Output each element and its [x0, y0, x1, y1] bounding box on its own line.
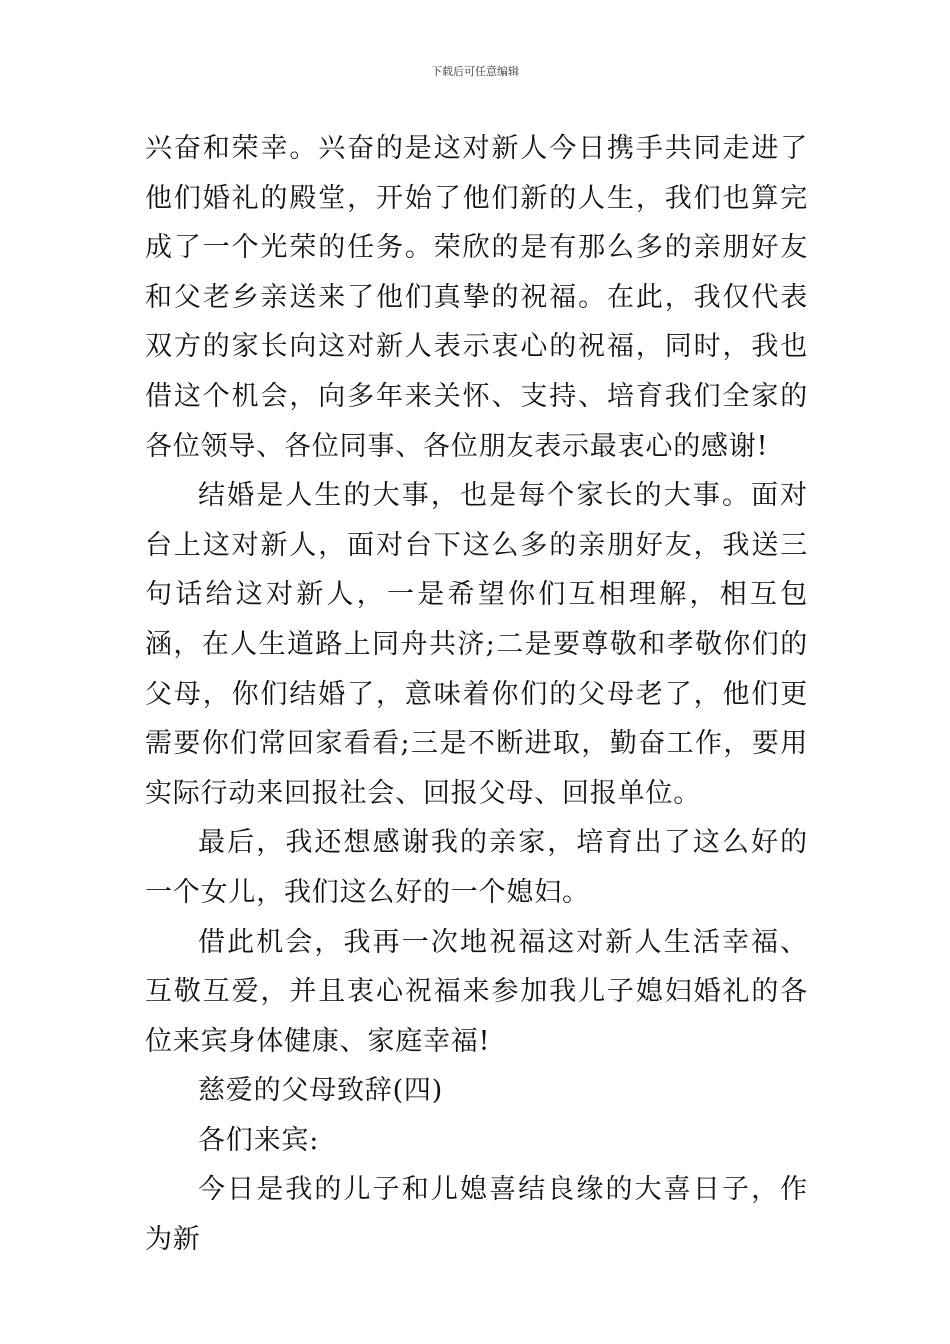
paragraph-3: 最后，我还想感谢我的亲家，培育出了这么好的一个女儿，我们这么好的一个媳妇。: [145, 827, 808, 908]
document-body: [145, 124, 808, 1265]
paragraph-2: 结婚是人生的大事，也是每个家长的大事。面对台上这对新人，面对台下这么多的亲朋好友，我送三句话给这对新人，一是希望你们互相理解，相互包涵，在人生道路上同舟共济;二是要尊敬和孝敬你们的父母，你们结婚了，意味着你们的父母老了，他们更需要你们常回家看看;三是不断进取，勤奋工作，要用实际行动来回报社会、回报父母、回报单位。: [145, 480, 808, 809]
section-heading: 慈爱的父母致辞(四): [198, 1075, 444, 1107]
paragraph-4: 借此机会，我再一次地祝福这对新人生活幸福、互敬互爱，并且衷心祝福来参加我儿子媳妇婚礼的各位来宾身体健康、家庭幸福!: [145, 926, 808, 1057]
header-note: 下载后可任意编辑: [431, 65, 519, 78]
paragraph-5: 今日是我的儿子和儿媳喜结良缘的大喜日子，作为新: [145, 1174, 808, 1256]
salutation: 各们来宾:: [198, 1124, 320, 1156]
paragraph-1: 兴奋和荣幸。兴奋的是这对新人今日携手共同走进了他们婚礼的殿堂，开始了他们新的人生，我们也算完成了一个光荣的任务。荣欣的是有那么多的亲朋好友和父老乡亲送来了他们真挚的祝福。在此，我仅代表双方的家长向这对新人表示衷心的祝福，同时，我也借这个机会，向多年来关怀、支持、培育我们全家的各位领导、各位同事、各位朋友表示最衷心的感谢!: [145, 133, 808, 462]
